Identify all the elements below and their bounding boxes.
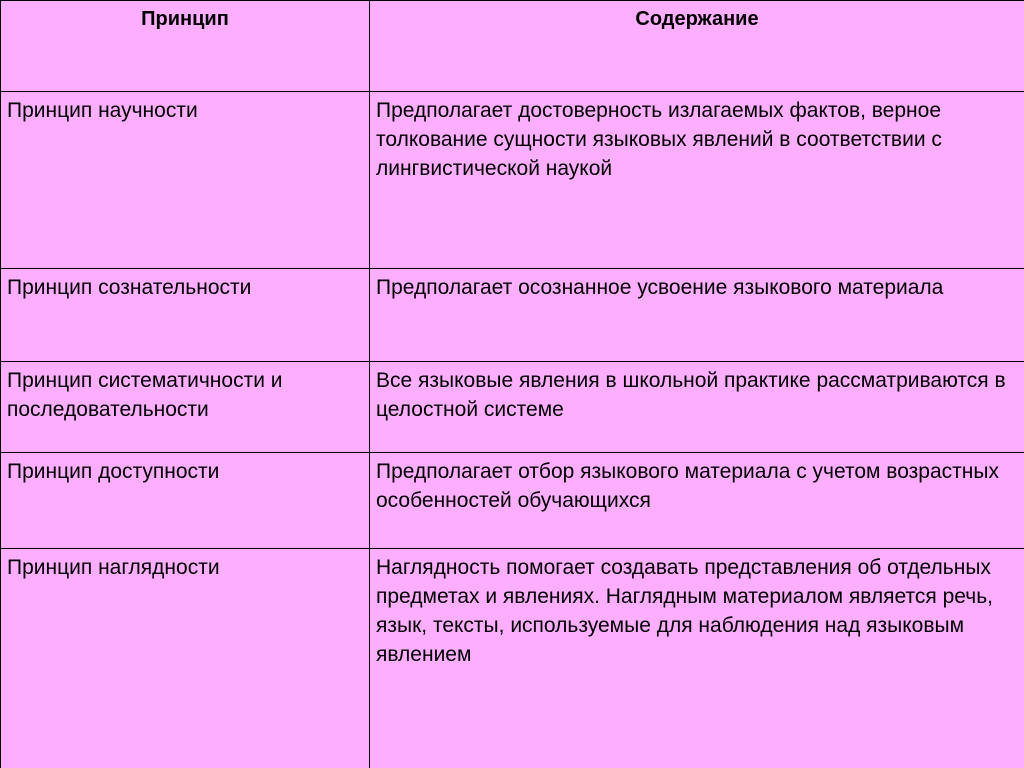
- content-cell: Предполагает достоверность излагаемых фактов, верное толкование сущности языковых явлений в соответствии с лингвистической наукой: [370, 92, 1024, 269]
- content-cell: Наглядность помогает создавать представления об отдельных предметах и явлениях. Наглядным материалом является речь, язык, тексты, используемые для наблюдения над языковым явлением: [370, 549, 1024, 768]
- table-row: [1, 92, 1024, 269]
- table-row: [1, 549, 1024, 768]
- principle-cell: Принцип доступности: [1, 453, 370, 549]
- principle-cell: Принцип наглядности: [1, 549, 370, 768]
- header-principle: Принцип: [1, 1, 370, 92]
- table-row: [1, 453, 1024, 549]
- table-row: [1, 269, 1024, 362]
- content-cell: Предполагает осознанное усвоение языкового материала: [370, 269, 1024, 362]
- table-row: [1, 362, 1024, 453]
- content-cell: Предполагает отбор языкового материала с учетом возрастных особенностей обучающихся: [370, 453, 1024, 549]
- principle-cell: Принцип сознательности: [1, 269, 370, 362]
- principle-cell: Принцип научности: [1, 92, 370, 269]
- table-header-row: [1, 1, 1024, 92]
- header-content: Содержание: [370, 1, 1024, 92]
- principle-cell: Принцип систематичности и последовательности: [1, 362, 370, 453]
- content-cell: Все языковые явления в школьной практике рассматриваются в целостной системе: [370, 362, 1024, 453]
